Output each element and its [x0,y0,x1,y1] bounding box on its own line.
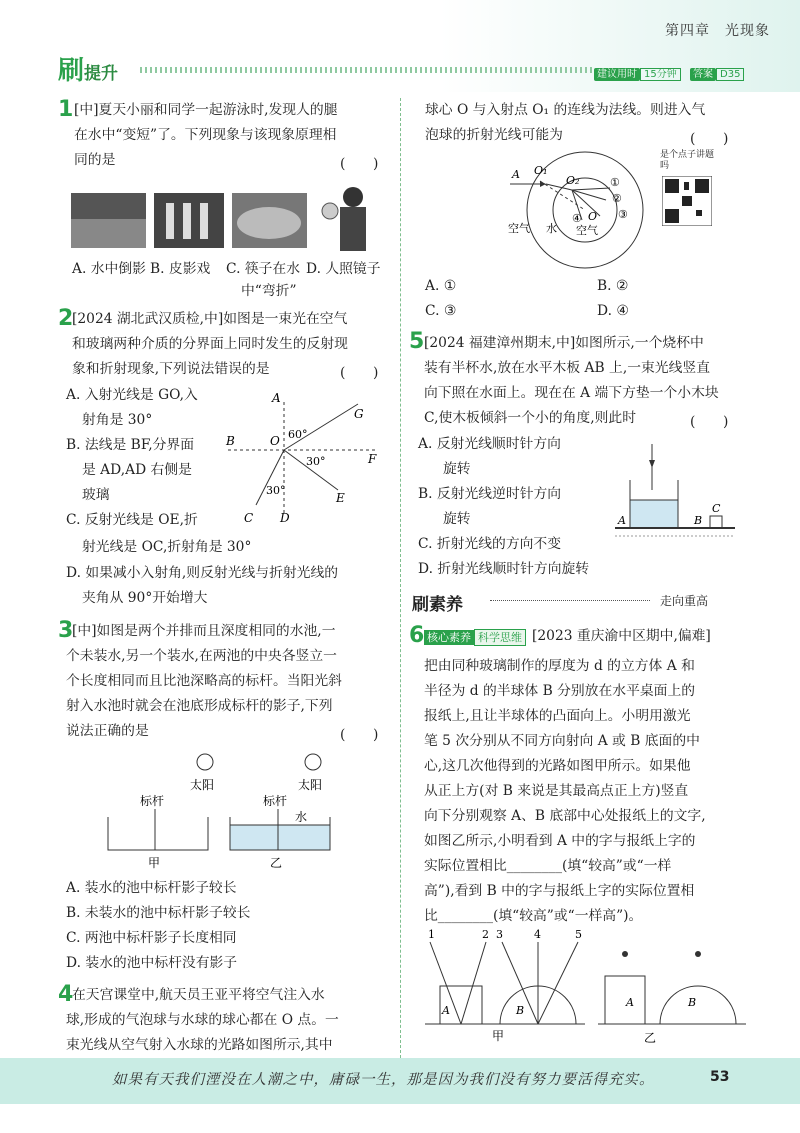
badge-core: 核心素养 [424,630,474,645]
label-b: B [226,434,235,448]
answer-label: 答案 [690,68,716,81]
q4-line3: 束光线从空气射入水球的光路如图所示,其中 [66,1037,333,1053]
sun1-label: 太阳 [190,778,215,792]
label-c: C [712,502,721,515]
q1-number: 1 [58,97,74,122]
label-water: 水 [546,222,557,235]
q6-line8: 如图乙所示,小明看到 A 中的字与报纸上字的 [424,833,696,849]
q5-line2: 装有半杯水,放在水平木板 AB 上,一束光线竖直 [424,360,710,376]
q4-line4: 球心 O 与入射点 O₁ 的连线为法线。则进入气 [425,102,706,118]
angle-30a: 30° [306,455,326,468]
q4-option-a: A. ① [425,278,457,294]
q2-option-c: C. 反射光线是 OE,折 [66,512,198,528]
q3-line2: 个未装水,另一个装水,在两池的中央各竖立一 [66,648,337,664]
q5-option-a-cont: 旋转 [443,461,471,477]
q6-line4: 笔 5 次分别从不同方向射向 A 或 B 底面的中 [424,733,700,749]
q6-line11: 比________(填“较高”或“一样高”)。 [424,908,643,924]
block-c [710,516,722,528]
page-number: 53 [710,1069,730,1085]
label-4: ④ [572,212,582,225]
q4-answer-paren: ( ) [690,131,729,147]
eye-icon [622,951,628,957]
q6-line5: 心,这几次他得到的光路如图甲所示。如果他 [424,758,691,774]
q1-line2: 在水中“变短”了。下列现象与该现象原理相 [74,127,337,143]
q5-number: 5 [409,329,425,354]
q2-option-b: B. 法线是 BF,分界面 [66,437,195,453]
q2-number: 2 [58,306,74,331]
ray1-label: 1 [428,928,435,941]
label-3: ③ [618,208,628,221]
q4-line1: 在天宫课堂中,航天员王亚平将空气注入水 [72,987,325,1003]
label-a: A [618,514,626,527]
label-air1: 空气 [508,222,530,235]
q5-diagram [610,440,760,545]
q6-line10: 高”),看到 B 中的字与报纸上字的实际位置相 [424,883,695,899]
jia-label: 甲 [148,856,161,870]
qr-code-icon [662,176,712,226]
q5-option-b: B. 反射光线逆时针方向 [418,486,562,502]
q6-diagrams [420,928,750,1048]
label-g: G [354,407,364,421]
q3-diagram [100,745,360,875]
section-brand [58,50,118,87]
label-a: A [272,391,281,405]
q3-option-d: D. 装水的池中标杆没有影子 [66,955,238,971]
label-air2: 空气 [576,224,598,237]
q4-number: 4 [58,982,74,1007]
q3-answer-paren: ( ) [340,727,379,743]
section-title: 刷素养 [412,595,463,615]
time-label: 建议用时 [594,68,640,81]
q5-line1: [2024 福建漳州期末,中]如图所示,一个烧杯中 [424,335,704,351]
q2-answer-paren: ( ) [340,365,379,381]
label-o1: O₁ [534,164,548,177]
section-right: 走向重高 [660,594,709,608]
q6-line3: 报纸上,且让半球体的凸面向上。小明用激光 [424,708,691,724]
q6-line9: 实际位置相比________(填“较高”或“一样 [424,858,672,874]
q6-source: [2023 重庆渝中区期中,偏难] [532,628,711,644]
label-1: ① [610,176,620,189]
angle-60: 60° [288,428,308,441]
label-d: D [280,511,290,525]
answer-page: D35 [716,68,744,81]
q1-option-b: B. 皮影戏 [150,261,211,277]
q3-option-a: A. 装水的池中标杆影子较长 [66,880,237,896]
q6-line2: 半径为 d 的半球体 B 分别放在水平桌面上的 [424,683,696,699]
q2-option-b-cont2: 玻璃 [82,487,110,503]
q2-line2: 和玻璃两种介质的分界面上同时发生的反射现 [72,336,348,352]
eye-icon [695,951,701,957]
q2-option-d-cont: 夹角从 90°开始增大 [82,590,208,606]
q2-line3: 象和折射现象,下列说法错误的是 [72,361,270,377]
brand-sub: 提升 [84,64,119,84]
pole1-label: 标杆 [140,794,165,808]
footer-motto: 如果有天我们湮没在人潮之中，庸碌一生，那是因为我们没有努力要活得充实。 [112,1072,655,1088]
column-separator [400,98,401,1058]
label-a: A [442,1004,450,1017]
q3-number: 3 [58,618,74,643]
q6-line6: 从正上方(对 B 来说是其最高点正上方)竖直 [424,783,689,799]
q5-line3: 向下照在水面上。现在在 A 端下方垫一个小木块 [424,385,719,401]
q5-option-c: C. 折射光线的方向不变 [418,536,562,552]
label-b: B [516,1004,525,1017]
hemisphere-b-view [660,986,736,1024]
cube-a-view [605,976,645,1024]
q3-line1: [中]如图是两个并排而且深度相同的水池,一 [72,623,336,639]
q6-number: 6 [409,623,425,648]
label-a: A [512,168,520,181]
q6-line7: 向下分别观察 A、B 底部中心处报纸上的文字, [424,808,706,824]
q4-option-b: B. ② [597,278,629,294]
label-e: E [336,491,345,505]
ray3-label: 3 [496,928,503,941]
q2-option-c-cont: 射光线是 OC,折射角是 30° [82,539,252,555]
q5-line4: C,使木板倾斜一个小的角度,则此时 [424,410,636,426]
q2-option-b-cont1: 是 AD,AD 右侧是 [82,462,192,478]
q4-line5: 泡球的折射光线可能为 [425,127,563,143]
ray-go [284,404,358,450]
angle-30b: 30° [266,484,286,497]
ray2-label: 2 [482,928,489,941]
answer-meta [690,65,744,80]
q5-option-a: A. 反射光线顺时针方向 [418,436,561,452]
q5-answer-paren: ( ) [690,414,729,430]
water-label: 水 [295,810,308,824]
sun2-label: 太阳 [298,778,323,792]
dotted-rule [140,67,592,73]
chapter-title: 第四章 光现象 [665,23,770,39]
q3-option-c: C. 两池中标杆影子长度相同 [66,930,237,946]
yi-label: 乙 [644,1031,657,1045]
time-meta [594,65,681,80]
ray5-label: 5 [575,928,582,941]
q2-line1: [2024 湖北武汉质检,中]如图是一束光在空气 [72,311,348,327]
label-c: C [244,511,254,525]
label-o: O [270,434,280,448]
q4-line2: 球,形成的气泡球与水球的球心都在 O 点。一 [66,1012,339,1028]
time-value: 15分钟 [640,68,681,81]
q3-line4: 射入水池时就会在池底形成标杆的影子,下列 [66,698,333,714]
ray4-label: 4 [534,928,541,941]
label-o2: O₂ [566,174,580,187]
label-b2: B [688,996,697,1009]
section-rule [490,600,650,601]
q3-line3: 个长度相同而且比池深略高的标杆。当阳光斜 [66,673,342,689]
q6-badges [424,626,526,645]
q2-option-a: A. 入射光线是 GO,入 [66,387,198,403]
q3-line5: 说法正确的是 [66,723,149,739]
label-2: ② [612,192,622,205]
q3-option-b: B. 未装水的池中标杆影子较长 [66,905,251,921]
q1-line1: [中]夏天小丽和同学一起游泳时,发现人的腿 [74,102,338,118]
label-o: O [588,210,598,223]
sun-icon [197,754,213,770]
q6-line1: 把由同种玻璃制作的厚度为 d 的立方体 A 和 [424,658,695,674]
qr-caption: 是个点子讲题吗 [660,150,715,171]
q2-diagram [218,390,388,525]
q1-option-a: A. 水中倒影 [72,261,146,277]
badge-thinking: 科学思维 [474,629,526,646]
q1-option-d: D. 人照镜子 [306,261,381,277]
q2-option-a-cont: 射角是 30° [82,412,153,428]
q4-option-d: D. ④ [597,303,629,319]
q1-option-c-cont: 中“弯折” [241,283,297,299]
q4-option-c: C. ③ [425,303,457,319]
jia-label: 甲 [492,1029,505,1043]
q1-photos [68,183,388,255]
brand-main: 刷 [58,56,85,86]
q1-option-c: C. 筷子在水 [226,261,301,277]
q5-option-d: D. 折射光线顺时针方向旋转 [418,561,590,577]
q1-answer-paren: ( ) [340,156,379,172]
sun-icon [305,754,321,770]
label-b: B [694,514,703,527]
q1-line3: 同的是 [74,152,116,168]
label-a2: A [626,996,634,1009]
label-f: F [368,452,377,466]
q5-option-b-cont: 旋转 [443,511,471,527]
yi-label: 乙 [270,856,283,870]
pole2-label: 标杆 [263,794,288,808]
q2-option-d: D. 如果减小入射角,则反射光线与折射光线的 [66,565,339,581]
q4-diagram [500,148,655,270]
